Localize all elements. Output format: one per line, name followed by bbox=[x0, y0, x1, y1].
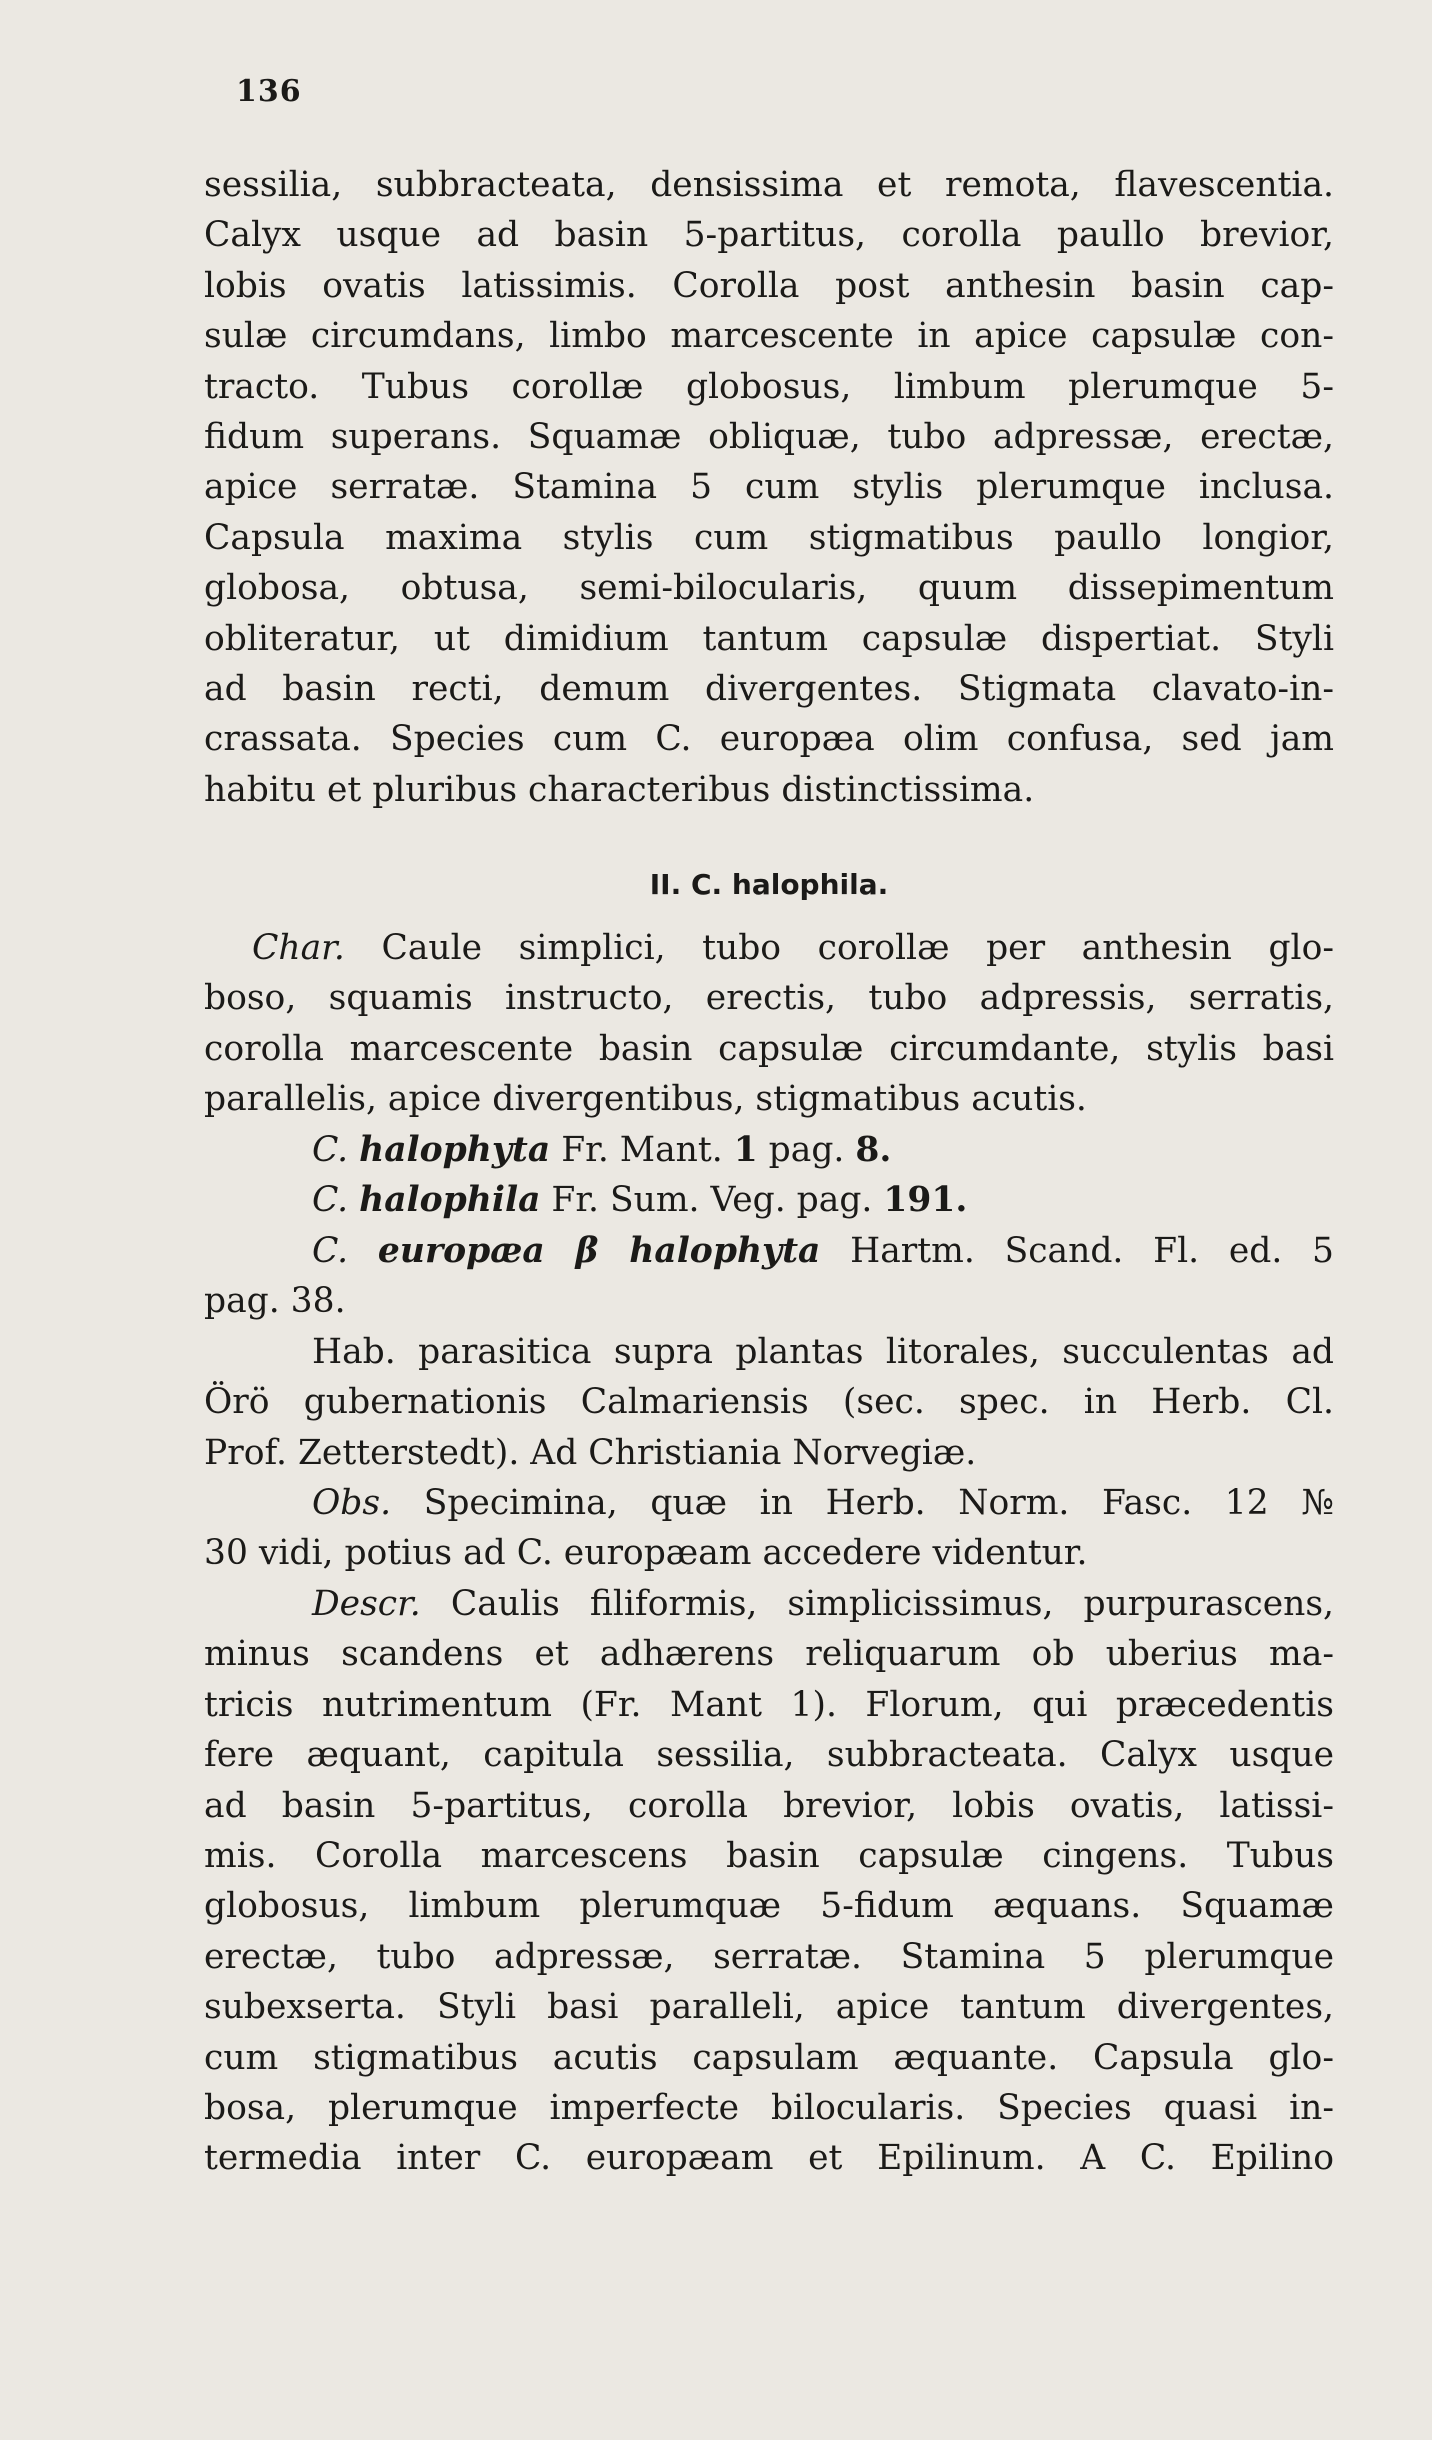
text-line: crassata. Species cum C. europæa olim confusa, sed jam bbox=[204, 719, 1334, 760]
text-line: habitu et pluribus characteribus distinctissima. bbox=[204, 769, 1035, 810]
descr-label: Descr. bbox=[312, 1584, 421, 1624]
species-heading bbox=[204, 855, 1334, 915]
synonym-line: C. europæa β halophyta Hartm. Scand. Fl. ed. 5 bbox=[312, 1230, 1334, 1271]
descr-paragraph bbox=[204, 1579, 1334, 2184]
text-line: Örö gubernationis Calmariensis (sec. spec. in Herb. Cl. bbox=[204, 1382, 1334, 1423]
species-heading-text: II. C. halophila. bbox=[649, 868, 889, 901]
obs-paragraph bbox=[204, 1478, 1334, 1579]
text-line: parallelis, apice divergentibus, stigmatibus acutis. bbox=[204, 1079, 1087, 1120]
text-line: Calyx usque ad basin 5-partitus, corolla paullo brevior, bbox=[204, 215, 1334, 256]
text-line: mis. Corolla marcescens basin capsulæ cingens. Tubus bbox=[204, 1835, 1334, 1876]
synonym-line: C. halophila Fr. Sum. Veg. pag. 191. bbox=[312, 1180, 968, 1221]
text-line: fidum superans. Squamæ obliquæ, tubo adpressæ, erectæ, bbox=[204, 416, 1334, 457]
obs-first-line: Obs. Specimina, quæ in Herb. Norm. Fasc. 12 № bbox=[312, 1483, 1334, 1523]
text-line: ad basin 5-partitus, corolla brevior, lobis ovatis, latissi- bbox=[204, 1785, 1334, 1826]
text-line: 30 vidi, potius ad C. europæam accedere videntur. bbox=[204, 1533, 1088, 1574]
text-line: subexserta. Styli basi paralleli, apice tantum divergentes, bbox=[204, 1987, 1334, 2028]
text-line: erectæ, tubo adpressæ, serratæ. Stamina 5 plerumque bbox=[204, 1936, 1334, 1977]
synonym-line: C. halophyta Fr. Mant. 1 pag. 8. bbox=[312, 1130, 892, 1170]
text-line: tricis nutrimentum (Fr. Mant 1). Florum, qui præcedentis bbox=[204, 1684, 1334, 1725]
text-line: globosa, obtusa, semi-bilocularis, quum dissepimentum bbox=[204, 568, 1334, 609]
synonym-list bbox=[204, 1125, 1334, 1327]
text-line: Capsula maxima stylis cum stigmatibus paullo longior, bbox=[204, 517, 1334, 558]
text-line: cum stigmatibus acutis capsulam æquante. Capsula glo- bbox=[204, 2037, 1334, 2078]
char-paragraph bbox=[204, 923, 1334, 1125]
text-line: ad basin recti, demum divergentes. Stigmata clavato-in- bbox=[204, 668, 1334, 709]
text-line: apice serratæ. Stamina 5 cum stylis plerumque inclusa. bbox=[204, 467, 1334, 508]
text-line: lobis ovatis latissimis. Corolla post anthesin basin cap- bbox=[204, 265, 1334, 306]
text-line: fere æquant, capitula sessilia, subbracteata. Calyx usque bbox=[204, 1735, 1334, 1776]
text-line: sulæ circumdans, limbo marcescente in apice capsulæ con- bbox=[204, 316, 1334, 357]
text-line: sessilia, subbracteata, densissima et remota, flavescentia. bbox=[204, 165, 1334, 205]
char-first-text: Caule simplici, tubo corollæ per anthesin glo- bbox=[381, 928, 1334, 968]
description-paragraph-c-europaea bbox=[204, 160, 1334, 815]
habitat-paragraph bbox=[204, 1327, 1334, 1478]
text-line: minus scandens et adhærens reliquarum ob uberius ma- bbox=[204, 1634, 1334, 1675]
char-label: Char. bbox=[252, 928, 345, 968]
text-line: globosus, limbum plerumquæ 5-fidum æquans. Squamæ bbox=[204, 1886, 1334, 1927]
descr-first-line: Descr. Caulis filiformis, simplicissimus, purpurascens, bbox=[312, 1584, 1334, 1624]
page-number: 136 bbox=[236, 74, 302, 109]
habitat-first-line: Hab. parasitica supra plantas litorales, succulentas ad bbox=[312, 1332, 1334, 1372]
text-line: obliteratur, ut dimidium tantum capsulæ dispertiat. Styli bbox=[204, 618, 1334, 659]
text-line: bosa, plerumque imperfecte bilocularis. Species quasi in- bbox=[204, 2087, 1334, 2128]
text-line: Prof. Zetterstedt). Ad Christiania Norvegiæ. bbox=[204, 1432, 977, 1473]
synonym-continuation: pag. 38. bbox=[204, 1281, 346, 1322]
text-line: tracto. Tubus corollæ globosus, limbum plerumque 5- bbox=[204, 366, 1334, 407]
char-first-line bbox=[204, 923, 1334, 973]
text-line: corolla marcescente basin capsulæ circumdante, stylis basi bbox=[204, 1028, 1334, 1069]
obs-label: Obs. bbox=[312, 1483, 392, 1523]
text-line: boso, squamis instructo, erectis, tubo adpressis, serratis, bbox=[204, 978, 1334, 1019]
text-line: termedia inter C. europæam et Epilinum. A C. Epilino bbox=[204, 2138, 1334, 2179]
